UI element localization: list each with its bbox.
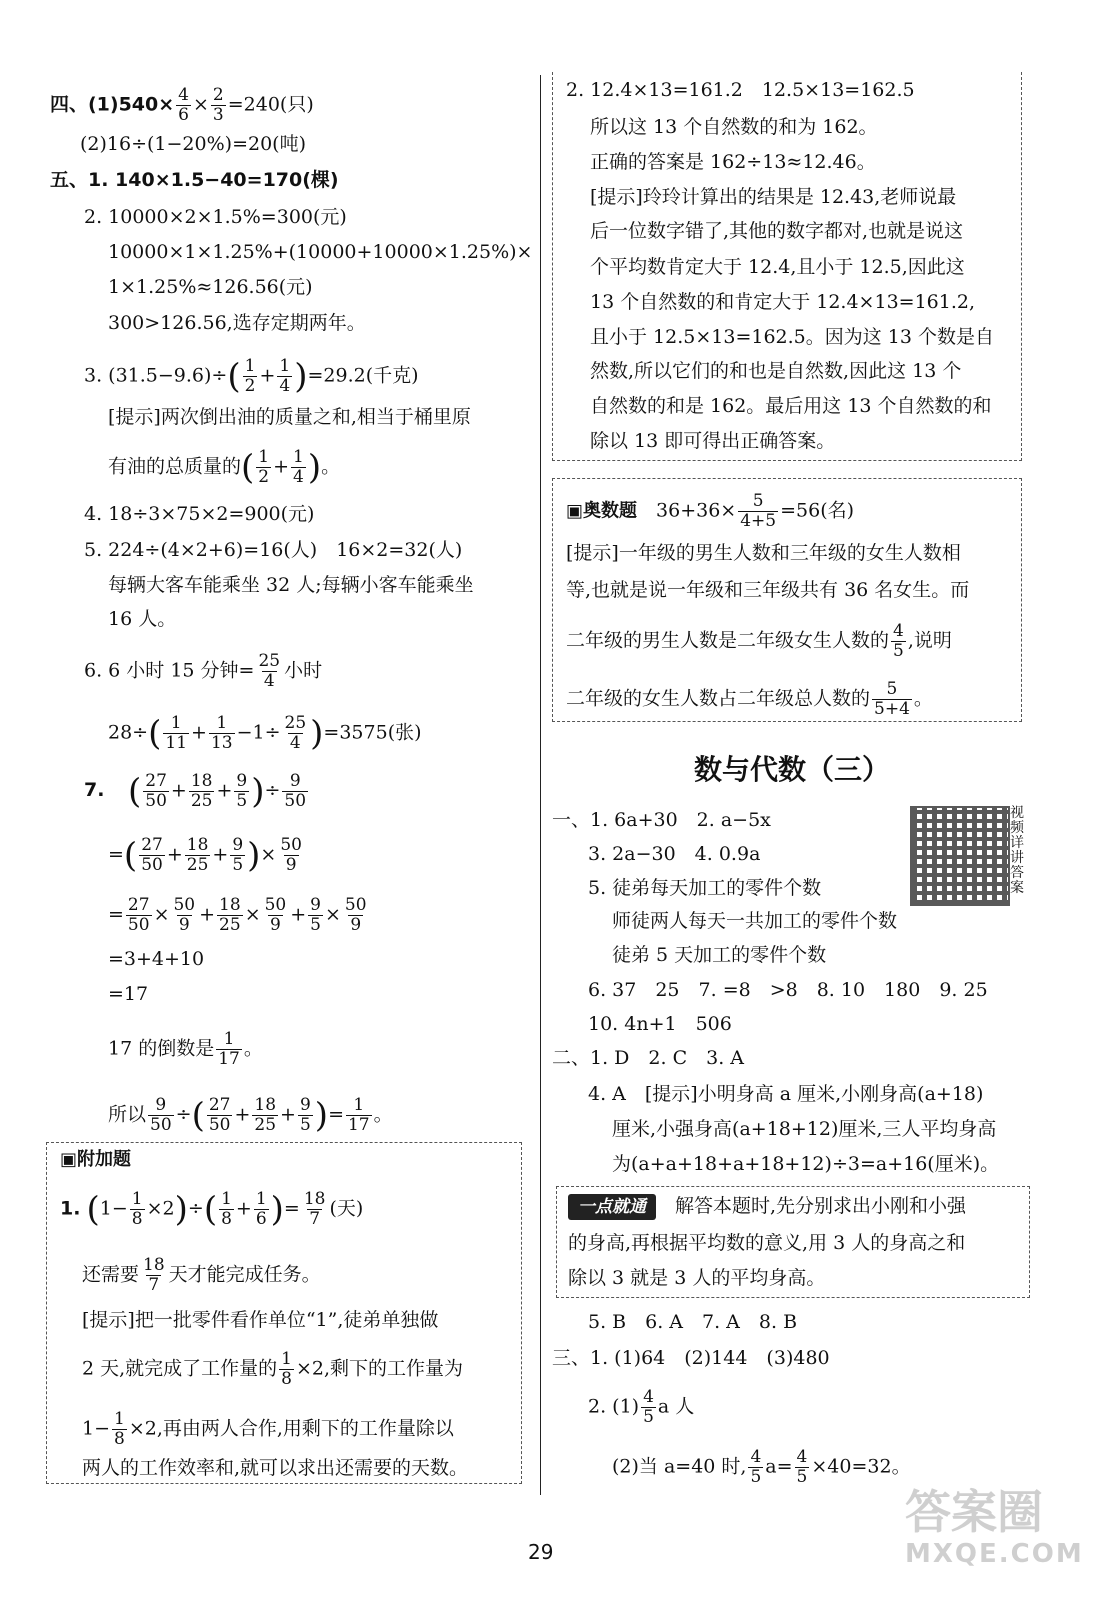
extra-answer-1: 1. (1− $\frac{1}{8}$ ×2)÷( $\frac{1}{8}$ + $\frac{1}{6}$ )= $\frac{18}{7}$ (天): [60, 1189, 364, 1230]
box1-line-5: 后一位数字错了,其他的数字都对,也就是说这: [590, 220, 964, 242]
box1-line-11: 除以 13 即可得出正确答案。: [590, 430, 836, 452]
answer-5-7-row2: =( $\frac{27}{50}$ + $\frac{18}{25}$ + $\frac{9}{5}$ )× $\frac{50}{9}$: [108, 835, 302, 876]
part2-line-1: 二、1. D 2. C 3. A: [552, 1047, 744, 1069]
answer-5-2b: 10000×1×1.25%+(10000+10000×1.25%)×: [108, 241, 533, 263]
answer-5-5c: 16 人。: [108, 608, 177, 630]
tip-line-2: 的身高,再根据平均数的意义,用 3 人的身高之和: [568, 1232, 966, 1254]
answer-5-6a: 6. 6 小时 15 分钟= $\frac{25}{4}$ 小时: [84, 651, 323, 691]
part1-line-6: 6. 37 25 7. =8 >8 8. 10 180 9. 25: [588, 979, 988, 1001]
part1-line-4: 师徒两人每天一共加工的零件个数: [612, 910, 898, 932]
answer-5-3: 3. (31.5−9.6)÷( $\frac{1}{2}$ + $\frac{1}{4}$ )=29.2(千克): [84, 356, 419, 397]
box1-line-10: 自然数的和是 162。最后用这 13 个自然数的和: [590, 395, 992, 417]
answer-5-6b: 28÷( $\frac{1}{11}$ + $\frac{1}{13}$ −1÷ $\frac{25}{4}$ )=3575(张): [108, 713, 422, 754]
hint-5-3a: [提示]两次倒出油的质量之和,相当于桶里原: [108, 406, 471, 428]
part2-line-3: 厘米,小强身高(a+18+12)厘米,三人平均身高: [612, 1118, 997, 1140]
part1-line-5: 徒弟 5 天加工的零件个数: [612, 944, 827, 966]
answer-5-5b: 每辆大客车能乘坐 32 人;每辆小客车能乘坐: [108, 574, 474, 596]
box1-line-1: 2. 12.4×13=161.2 12.5×13=162.5: [566, 79, 915, 101]
box1-line-8: 且小于 12.5×13=162.5。因为这 13 个数是自: [590, 326, 995, 348]
extra-hint-3: 1− $\frac{1}{8}$ ×2,再由两人合作,用剩下的工作量除以: [82, 1409, 454, 1449]
tip-label: 一点就通: [568, 1194, 656, 1220]
tip-line-3: 除以 3 就是 3 人的平均身高。: [568, 1267, 826, 1289]
answer-5-7-row5: =17: [108, 983, 149, 1005]
extra-hint-1: [提示]把一批零件看作单位“1”,徒弟单独做: [82, 1309, 439, 1331]
olympiad-hint-1: [提示]一年级的男生人数和三年级的女生人数相: [566, 542, 961, 564]
box1-line-2: 所以这 13 个自然数的和为 162。: [590, 116, 878, 138]
box1-line-3: 正确的答案是 162÷13≈12.46。: [590, 151, 876, 173]
box1-line-4: [提示]玲玲计算出的结果是 12.43,老师说最: [590, 186, 957, 208]
part3-line-3: (2)当 a=40 时, $\frac{4}{5}$ a= $\frac{4}{5}$ ×40=32。: [612, 1447, 911, 1487]
part2-line-2: 4. A [提示]小明身高 a 厘米,小刚身高(a+18): [588, 1083, 984, 1105]
extra-hint-2: 2 天,就完成了工作量的 $\frac{1}{8}$ ×2,剩下的工作量为: [82, 1349, 464, 1389]
part1-line-2: 3. 2a−30 4. 0.9a: [588, 843, 761, 865]
part3-line-2: 2. (1) $\frac{4}{5}$ a 人: [588, 1387, 695, 1427]
part2-line-5: 5. B 6. A 7. A 8. B: [588, 1311, 798, 1333]
extra-title: ▣附加题: [60, 1149, 132, 1170]
tip-line-1: 一点就通 解答本题时,先分别求出小刚和小强: [568, 1194, 966, 1220]
part2-line-4: 为(a+a+18+a+18+12)÷3=a+16(厘米)。: [612, 1153, 1000, 1175]
answer-5-5a: 5. 224÷(4×2+6)=16(人) 16×2=32(人): [84, 539, 463, 561]
answer-5-7-label: 7.: [84, 779, 105, 801]
page-number: 29: [528, 1540, 554, 1564]
column-divider: [540, 75, 541, 1495]
answer-5-7-row1: ( $\frac{27}{50}$ + $\frac{18}{25}$ + $\frac{9}{5}$ )÷ $\frac{9}{50}$: [128, 771, 307, 812]
answer-4-1: 四、(1)540× $\frac{4}{6}$ × $\frac{2}{3}$ =240(只): [50, 85, 314, 125]
answer-5-7-row4: =3+4+10: [108, 948, 205, 970]
part1-line-7: 10. 4n+1 506: [588, 1013, 732, 1035]
part1-line-3: 5. 徒弟每天加工的零件个数: [588, 877, 822, 899]
answer-5-2a: 2. 10000×2×1.5%=300(元): [84, 206, 347, 228]
part1-line-1: 一、1. 6a+30 2. a−5x: [552, 809, 771, 831]
qr-label: 视频详讲答案: [1010, 805, 1024, 896]
watermark: 答案圈 MXQE.COM: [905, 1485, 1084, 1569]
answer-5-4: 4. 18÷3×75×2=900(元): [84, 503, 315, 525]
extra-answer-2: 还需要 $\frac{18}{7}$ 天才能完成任务。: [82, 1255, 321, 1295]
box1-line-7: 13 个自然数的和肯定大于 12.4×13=161.2,: [590, 291, 976, 313]
answer-5-7-row6: 17 的倒数是 $\frac{1}{17}$ 。: [108, 1029, 263, 1069]
extra-hint-4: 两人的工作效率和,就可以求出还需要的天数。: [82, 1457, 469, 1479]
olympiad-hint-2: 等,也就是说一年级和三年级共有 36 名女生。而: [566, 579, 970, 601]
box1-line-9: 然数,所以它们的和也是自然数,因此这 13 个: [590, 360, 962, 382]
answer-4-2: (2)16÷(1−20%)=20(吨): [80, 133, 306, 155]
qr-code[interactable]: [910, 806, 1010, 906]
olympiad-hint-3: 二年级的男生人数是二年级女生人数的 $\frac{4}{5}$ ,说明: [566, 621, 952, 661]
answer-5-2d: 300>126.56,选存定期两年。: [108, 312, 366, 334]
hint-5-3b: 有油的总质量的( $\frac{1}{2}$ + $\frac{1}{4}$ )。: [108, 447, 341, 488]
part3-line-1: 三、1. (1)64 (2)144 (3)480: [552, 1347, 830, 1369]
olympiad-hint-4: 二年级的女生人数占二年级总人数的 $\frac{5}{5+4}$ 。: [566, 679, 933, 719]
section-title: 数与代数（三）: [694, 753, 891, 786]
answer-5-2c: 1×1.25%≈126.56(元): [108, 276, 313, 298]
box1-line-6: 个平均数肯定大于 12.4,且小于 12.5,因此这: [590, 256, 965, 278]
olympiad-equation: ▣奥数题 36+36× $\frac{5}{4+5}$ =56(名): [566, 491, 855, 531]
answer-5-1: 五、1. 140×1.5−40=170(棵): [50, 169, 339, 191]
answer-5-7-row3: = $\frac{27}{50}$ × $\frac{50}{9}$ + $\frac{18}{25}$ × $\frac{50}{9}$ + $\frac{9}{5}$ × $\frac{50}{9}$: [108, 895, 367, 935]
answer-5-7-row7: 所以 $\frac{9}{50}$ ÷( $\frac{27}{50}$ + $\frac{18}{25}$ + $\frac{9}{5}$ )= $\frac{1}{17}$ 。: [108, 1095, 393, 1136]
